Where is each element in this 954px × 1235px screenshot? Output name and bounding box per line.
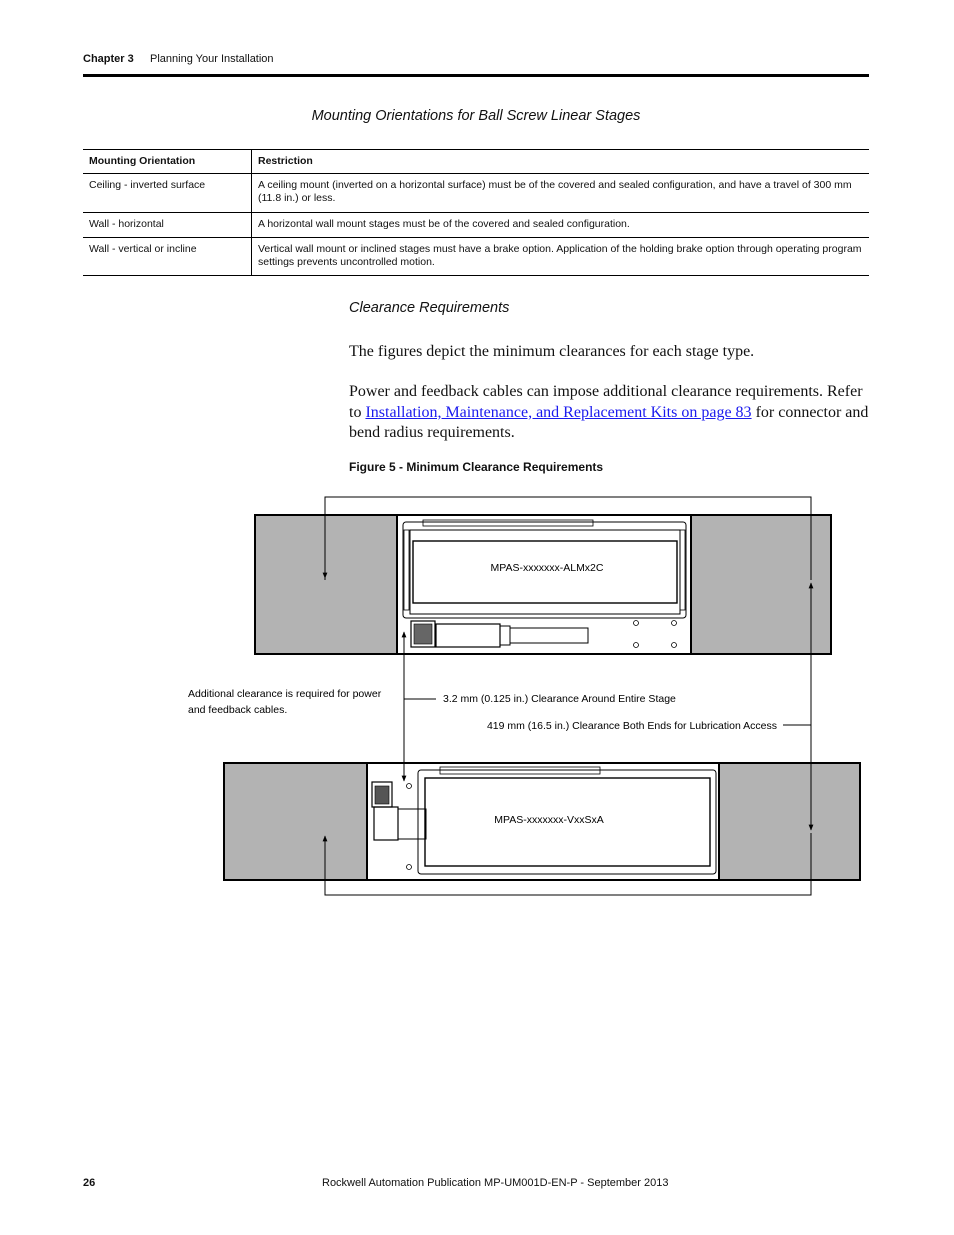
top-stage-label: MPAS-xxxxxxx-ALMx2C <box>490 562 604 574</box>
bottom-stage-assembly <box>224 763 860 880</box>
page-number: 26 <box>83 1177 96 1189</box>
kits-page-link[interactable]: Installation, Maintenance, and Replacement Kits on page 83 <box>365 403 752 421</box>
top-left-clearance-zone <box>255 515 397 654</box>
section-heading: Clearance Requirements <box>349 300 510 316</box>
publication-info: Rockwell Automation Publication MP-UM001D-EN-P - September 2013 <box>322 1177 669 1189</box>
figure-caption: Figure 5 - Minimum Clearance Requirements <box>349 460 604 474</box>
paragraph-cables-text-1: Power and feedback cables can impose additional clearance requirements. Refer to <box>349 383 863 421</box>
top-motor-connector-body <box>414 624 432 644</box>
cell-orientation: Ceiling - inverted surface <box>83 174 252 213</box>
bottom-stage-label: MPAS-xxxxxxx-VxxSxA <box>494 814 604 826</box>
paragraph-intro: The figures depict the minimum clearances for each stage type. <box>349 343 755 360</box>
cell-restriction: A ceiling mount (inverted on a horizontal surface) must be of the covered and sealed configuration, and have a travel of 300 mm (11.8 in.) or less. <box>252 174 870 213</box>
column-header-restriction: Restriction <box>252 150 870 174</box>
paragraph-cables-text-2: for connector and bend radius requirements. <box>349 403 869 441</box>
cell-restriction: Vertical wall mount or inclined stages must have a brake option. Application of the holding brake option through operating program settings prevents uncontrolled motion. <box>252 238 870 276</box>
cell-restriction: A horizontal wall mount stages must be of the covered and sealed configuration. <box>252 213 870 238</box>
bottom-left-clearance-zone <box>224 763 367 880</box>
ends-clearance-note: 419 mm (16.5 in.) Clearance Both Ends for Lubrication Access <box>486 720 777 732</box>
top-right-clearance-zone <box>691 515 831 654</box>
table-title: Mounting Orientations for Ball Screw Linear Stages <box>311 108 641 124</box>
top-stage-assembly <box>255 515 831 654</box>
cell-orientation: Wall - vertical or incline <box>83 238 252 276</box>
cable-note-line-1: Additional clearance is required for power <box>188 688 382 700</box>
around-clearance-note: 3.2 mm (0.125 in.) Clearance Around Entire Stage <box>443 693 676 705</box>
column-header-orientation: Mounting Orientation <box>83 150 252 174</box>
cell-orientation: Wall - horizontal <box>83 213 252 238</box>
bottom-motor-connector-body <box>375 786 389 804</box>
header-chapter: Chapter 3 <box>83 53 134 65</box>
bottom-right-clearance-zone <box>719 763 860 880</box>
header-title: Planning Your Installation <box>150 53 274 65</box>
cable-note-line-2: and feedback cables. <box>188 704 288 716</box>
